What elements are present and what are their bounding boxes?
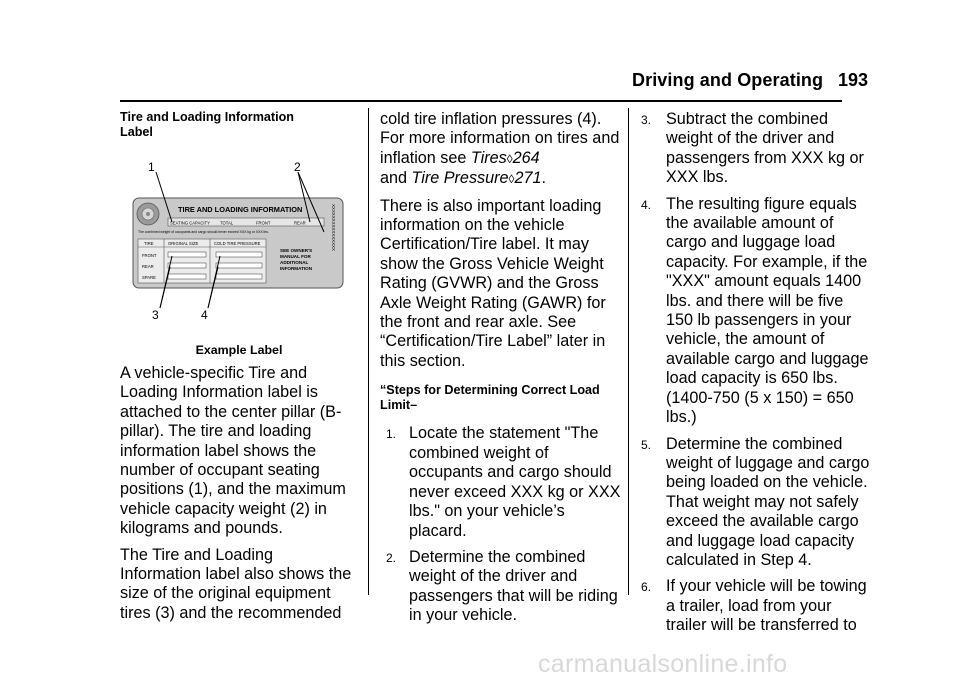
list-item: [380, 548, 622, 626]
page-ref-icon: ◊: [508, 172, 515, 187]
tire-label-figure: [128, 156, 350, 326]
list-item-number: 5.: [641, 437, 652, 452]
figure-additional: ADDITIONAL: [280, 260, 309, 265]
tires-page-ref: 264: [512, 148, 540, 167]
paragraph: [380, 110, 622, 190]
list-item-number: 1.: [386, 427, 397, 442]
column-2: [380, 110, 622, 633]
list-item-number: 2.: [386, 550, 397, 565]
column-divider-1: [368, 108, 369, 595]
list-item-number: 6.: [641, 580, 652, 595]
watermark: carmanualsonline.info: [538, 650, 788, 678]
callout-1: 1: [148, 160, 155, 174]
tire-pressure-page-ref: 271: [514, 169, 542, 188]
paragraph: There is also important loading information on the vehicle Certification/Tire label. It may show the Gross Vehicle Weight Rating (GVWR) and the Gross Axle Weight Rating (GAWR) for the front and rear axle. See “Certification/Tire Label” later in this section.: [380, 196, 606, 370]
list-item: [640, 195, 874, 428]
header-rule: [120, 100, 842, 102]
figure-col-original: ORIGINAL SIZE: [168, 241, 199, 246]
list-item: [640, 435, 874, 571]
list-item: [380, 424, 622, 540]
figure-manual-for: MANUAL FOR: [280, 254, 311, 259]
list-item-text: The resulting figure equals the available amount of cargo and luggage load capacity. For example, if the "XXX" amount equals 1400 lbs. and there will be five 150 lb passengers in your vehicle, the amount of available cargo and luggage load capacity is 650 lbs. (1400-750 (5 x 150) = 650 lbs.): [666, 194, 869, 427]
figure-combined-text: The combined weight of occupants and cargo should never exceed XXX kg or XXX lbs.: [138, 230, 269, 234]
list-item: [640, 110, 874, 188]
list-item-text: Locate the statement "The combined weight of occupants and cargo should never exceed XXX kg or XXX lbs." on your vehicle’s placard.: [409, 424, 621, 540]
figure-see-owners: SEE OWNER'S: [280, 248, 313, 253]
tire-pressure-reference: Tire Pressure: [411, 169, 509, 188]
paragraph-text: and: [380, 169, 412, 188]
figure-col-tire: TIRE: [144, 241, 154, 246]
list-item-text: Determine the combined weight of luggage and cargo being loaded on the vehicle. That weight may not safely exceed the available cargo and luggage load capacity calculated in Step 4.: [666, 434, 870, 569]
paragraph-text: cold tire inflation pressures (4). For more information on tires and inflation see: [380, 110, 620, 167]
list-item-text: Subtract the combined weight of the driver and passengers from XXX kg or XXX lbs.: [666, 110, 864, 187]
paragraph: A vehicle-specific Tire and Loading Information label is attached to the center pillar (B-pillar). The tire and loading information label shows the number of occupant seating positions (1), and the maximum vehicle capacity weight (2) in kilograms and pounds.: [120, 364, 346, 538]
list-item-text: If your vehicle will be towing a trailer, load from your trailer will be transferred to: [666, 577, 867, 635]
figure-seating-capacity: SEATING CAPACITY: [170, 220, 210, 226]
steps-heading: “Steps for Determining Correct Load Limit–: [380, 383, 600, 412]
column-3: [640, 110, 874, 643]
list-item: [640, 577, 874, 635]
page-number: 193: [838, 70, 869, 90]
figure-row-front: FRONT: [142, 253, 157, 258]
figure-label-title: TIRE AND LOADING INFORMATION: [178, 205, 303, 214]
tire-icon: [137, 203, 159, 225]
paragraph-text: .: [541, 169, 546, 188]
figure-row-spare: SPARE: [142, 275, 156, 280]
column-divider-2: [628, 108, 629, 595]
figure-col-cold: COLD TIRE PRESSURE: [214, 241, 261, 246]
section-title: Driving and Operating: [632, 70, 824, 90]
column-1: [120, 110, 358, 139]
callout-4: 4: [201, 308, 208, 322]
section-heading: Tire and Loading Information Label: [120, 110, 294, 139]
figure-row-rear: REAR: [142, 264, 154, 269]
figure-caption: Example Label: [195, 343, 283, 357]
page-ref-icon: ◊: [506, 151, 513, 166]
list-item-number: 3.: [641, 113, 652, 127]
list-item-text: Determine the combined weight of the driver and passengers that will be riding in your vehicle.: [409, 547, 618, 625]
figure-total: TOTAL: [220, 220, 234, 226]
paragraph: The Tire and Loading Information label also shows the size of the original equipment tires (3) and the recommended: [120, 545, 352, 622]
tires-reference: Tires: [470, 148, 507, 167]
column-1-body: [120, 364, 358, 630]
figure-side-code: XXXXXXXXXXXXXXXX: [331, 204, 336, 251]
figure-information: INFORMATION: [280, 266, 313, 271]
figure-front: FRONT: [256, 220, 271, 226]
list-item-number: 4.: [641, 197, 652, 212]
callout-2: 2: [294, 160, 301, 174]
figure-rear: REAR: [294, 220, 306, 226]
callout-3: 3: [152, 308, 159, 322]
